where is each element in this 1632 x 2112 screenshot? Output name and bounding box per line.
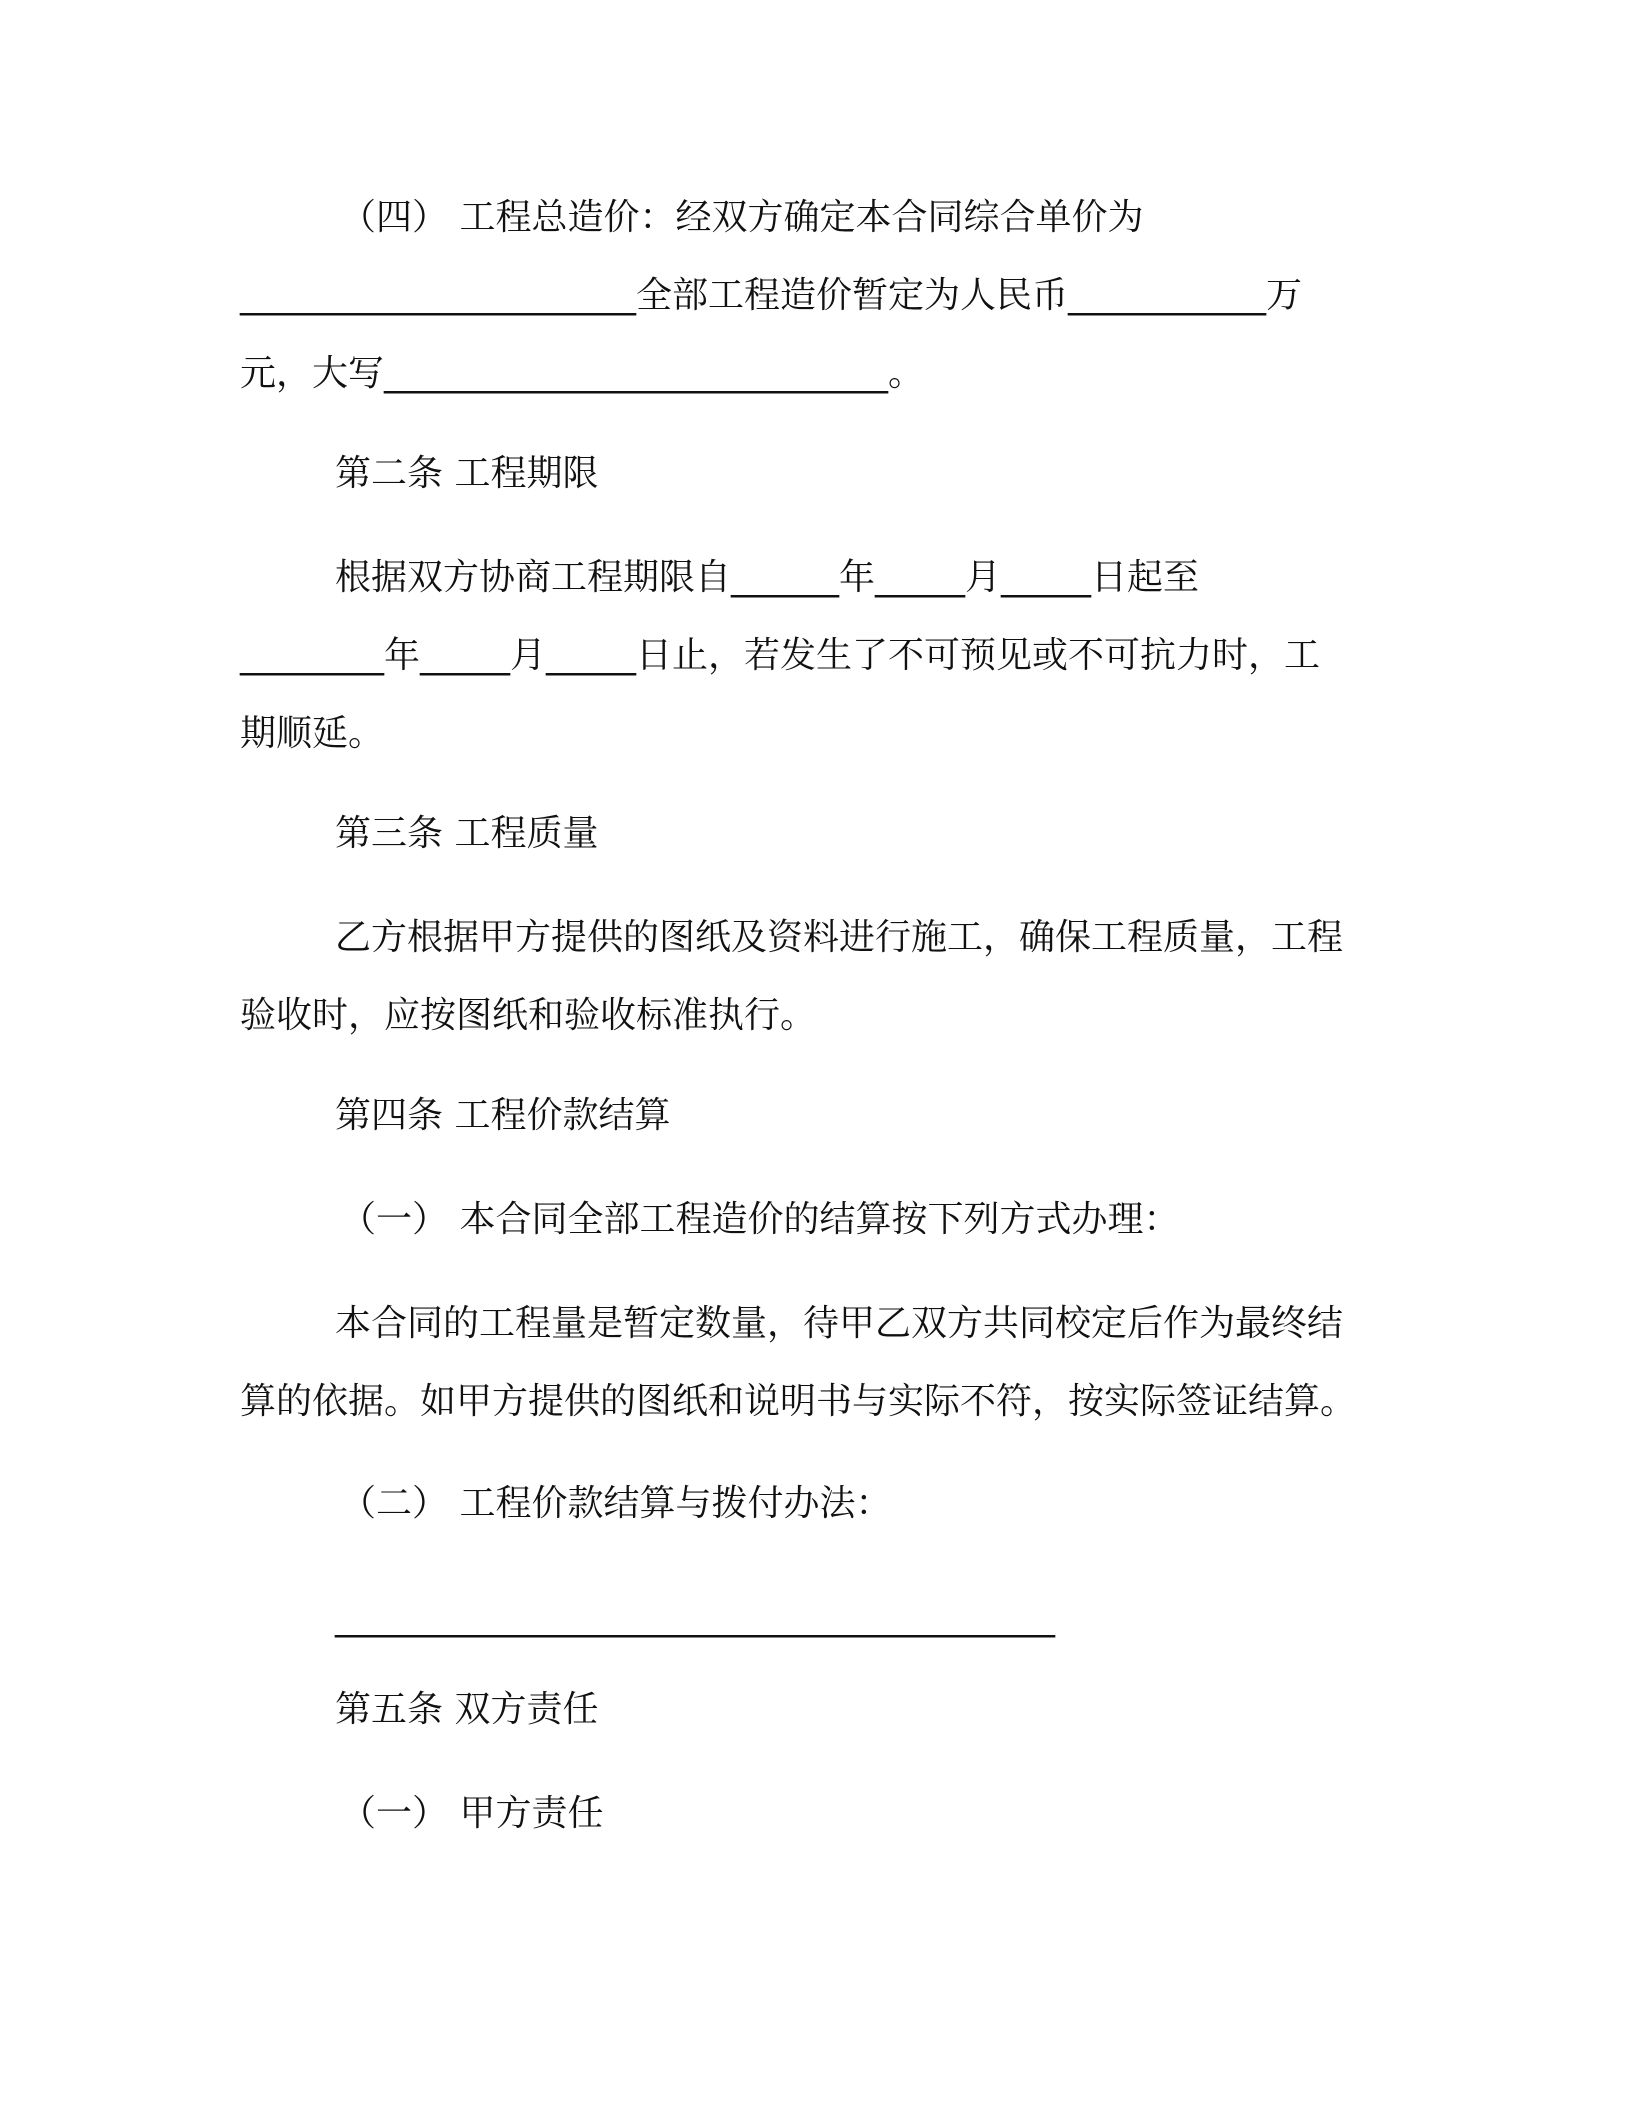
article-3-paragraph-line1: 乙方根据甲方提供的图纸及资料进行施工，确保工程质量，工程 <box>335 917 1344 958</box>
article-3-paragraph-line2: 验收时，应按图纸和验收标准执行。 <box>240 995 817 1036</box>
article-2-paragraph-line3: 期顺延。 <box>240 713 385 754</box>
article-2-heading: 第二条 工程期限 <box>335 453 599 494</box>
article-4-heading: 第四条 工程价款结算 <box>335 1095 671 1136</box>
article-4-paragraph-line1: 本合同的工程量是暂定数量，待甲乙双方共同校定后作为最终结 <box>335 1303 1344 1344</box>
clause-4-total-cost-line1: （四） 工程总造价：经双方确定本合同综合单价为 <box>340 197 1144 238</box>
article-2-paragraph-line2: ________年_____月_____日止，若发生了不可预见或不可抗力时，工 <box>240 635 1321 676</box>
payment-method-blank: ________________________________________ <box>335 1597 1055 1638</box>
clause-4-total-cost-line2: ______________________全部工程造价暂定为人民币___________万 <box>240 275 1303 316</box>
article-4-item-1: （一） 本合同全部工程造价的结算按下列方式办理： <box>340 1199 1180 1240</box>
article-5-item-1: （一） 甲方责任 <box>340 1793 604 1834</box>
article-3-heading: 第三条 工程质量 <box>335 813 599 854</box>
article-4-item-2: （二） 工程价款结算与拨付办法： <box>340 1483 892 1524</box>
article-4-paragraph-line2: 算的依据。如甲方提供的图纸和说明书与实际不符，按实际签证结算。 <box>240 1381 1357 1422</box>
article-2-paragraph-line1: 根据双方协商工程期限自______年_____月_____日起至 <box>335 557 1200 598</box>
article-5-heading: 第五条 双方责任 <box>335 1689 599 1730</box>
clause-4-total-cost-line3: 元，大写____________________________。 <box>240 353 925 394</box>
